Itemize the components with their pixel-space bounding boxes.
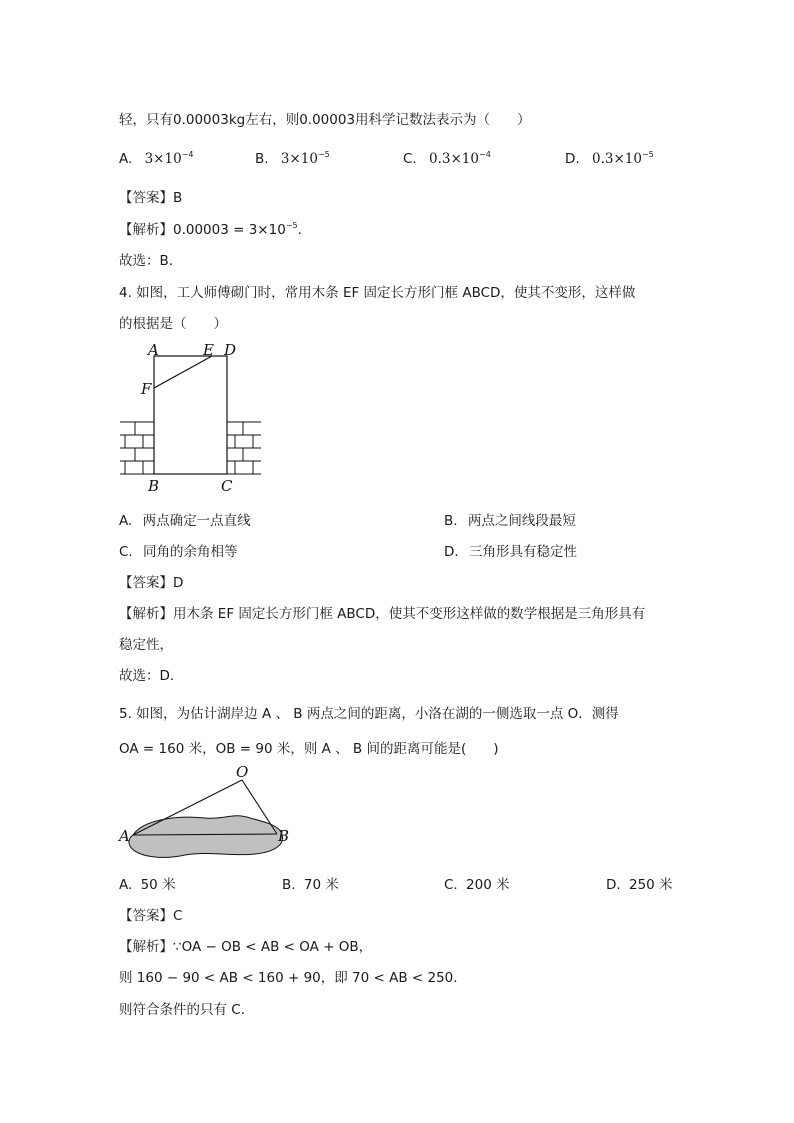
q4-stem-line2: 的根据是（ ）	[119, 316, 227, 332]
q5-option-d	[606, 873, 673, 893]
label-b: B	[148, 477, 160, 495]
option-label: A.	[119, 151, 133, 167]
left-brick-wall	[120, 422, 154, 474]
option-text: 两点之间线段最短	[467, 513, 576, 529]
q5-stem-line1: 5. 如图，为估计湖岸边 A 、 B 两点之间的距离，小洛在湖的一侧选取一点 O．测得	[119, 706, 619, 722]
q3-option-d	[565, 150, 654, 167]
q4-option-c	[119, 540, 238, 560]
option-coef: 3×10	[144, 151, 182, 167]
door-frame-figure	[115, 338, 275, 498]
strip-ef	[154, 356, 212, 388]
option-text: 两点确定一点直线	[142, 513, 251, 529]
q4-option-d	[444, 540, 577, 560]
option-text: 同角的余角相等	[143, 544, 238, 560]
q5-option-b	[282, 873, 339, 893]
q5-option-a	[119, 873, 176, 893]
option-label: C.	[444, 877, 458, 893]
option-label: D.	[444, 544, 459, 560]
q4-stem-line1: 4. 如图，工人师傅砌门时，常用木条 EF 固定长方形门框 ABCD，使其不变形，这样做	[119, 285, 636, 301]
q3-option-b	[255, 150, 330, 167]
option-label: C.	[403, 151, 417, 167]
option-exp: −4	[181, 150, 194, 159]
option-exp: −4	[478, 150, 491, 159]
q4-option-a	[119, 509, 251, 529]
option-label: A.	[119, 877, 133, 893]
option-text: 200 米	[466, 877, 510, 893]
option-text: 三角形具有稳定性	[468, 544, 577, 560]
option-text: 70 米	[303, 877, 339, 893]
q3-choose: 故选：B．	[119, 253, 183, 269]
q4-answer: 【答案】D	[119, 575, 184, 591]
q5-analysis-line1: 【解析】∵OA − OB < AB < OA + OB，	[119, 939, 373, 955]
option-exp: −5	[641, 150, 654, 159]
q3-option-a	[119, 150, 193, 167]
q5-option-c	[444, 873, 510, 893]
right-brick-wall	[227, 422, 261, 474]
option-label: B.	[255, 151, 269, 167]
analysis-prefix: 【解析】0.00003 = 3×10	[119, 222, 286, 238]
q5-stem-line2: OA = 160 米，OB = 90 米，则 A 、 B 间的距离可能是( )	[119, 741, 499, 757]
option-label: B.	[282, 877, 296, 893]
q4-analysis-line1: 【解析】用木条 EF 固定长方形门框 ABCD，使其不变形这样做的数学根据是三角形具有	[119, 606, 646, 622]
q3-option-c	[403, 150, 491, 167]
label-a: A	[148, 341, 159, 359]
option-coef: 0.3×10	[591, 151, 642, 167]
q4-option-b	[444, 509, 576, 529]
q3-stem: 轻，只有0.00003kg左右，则0.00003用科学记数法表示为（ ）	[119, 112, 531, 128]
option-label: D.	[606, 877, 621, 893]
label-e: E	[203, 341, 214, 359]
label-a: A	[119, 827, 130, 845]
q3-analysis	[119, 218, 302, 238]
q3-answer: 【答案】B	[119, 190, 183, 206]
q5-answer: 【答案】C	[119, 908, 183, 924]
lake-figure	[115, 760, 305, 870]
label-b: B	[278, 827, 290, 845]
analysis-exp: −5	[285, 221, 298, 230]
option-label: D.	[565, 151, 580, 167]
option-exp: −5	[317, 150, 330, 159]
option-coef: 3×10	[280, 151, 318, 167]
option-coef: 0.3×10	[429, 151, 479, 167]
label-o: O	[236, 763, 249, 781]
option-text: 250 米	[628, 877, 673, 893]
option-label: C.	[119, 544, 133, 560]
q5-analysis-line2: 则 160 − 90 < AB < 160 + 90，即 70 < AB < 250．	[119, 970, 467, 986]
lake-shape	[129, 816, 283, 858]
label-f: F	[141, 380, 152, 398]
label-d: D	[224, 341, 237, 359]
label-c: C	[221, 477, 233, 495]
option-text: 50 米	[140, 877, 176, 893]
analysis-suffix: .	[297, 222, 302, 238]
q4-choose: 故选：D．	[119, 668, 184, 684]
option-label: A.	[119, 513, 133, 529]
q5-analysis-line3: 则符合条件的只有 C．	[119, 1002, 255, 1018]
door-frame	[154, 356, 227, 474]
option-label: B.	[444, 513, 458, 529]
q4-analysis-line2: 稳定性，	[119, 637, 173, 653]
